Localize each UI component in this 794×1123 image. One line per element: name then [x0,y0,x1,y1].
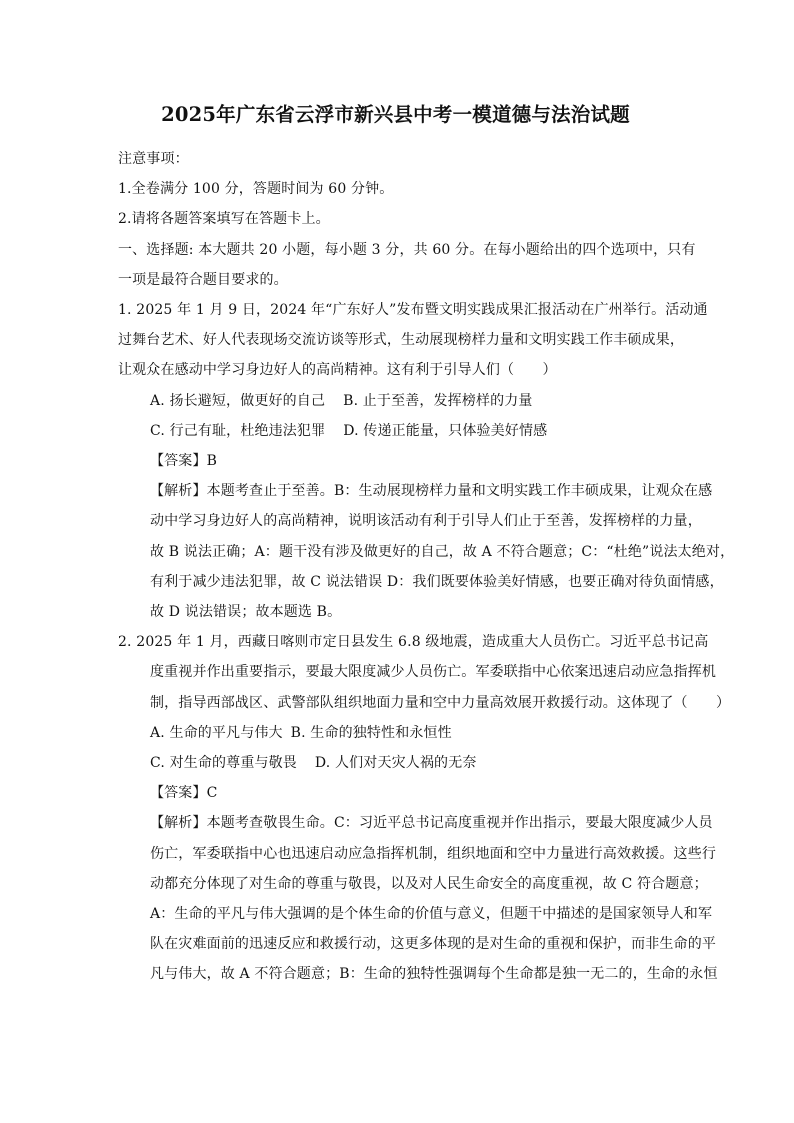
question-1-stem: 让观众在感动中学习身边好人的高尚精神。这有利于引导人们（ ） [118,362,557,379]
question-1-analysis: 动中学习身边好人的高尚精神，说明该活动有利于引导人们止于至善，发挥榜样的力量， [150,513,702,530]
question-2-analysis: 伤亡，军委联指中心也迅速启动应急指挥机制，组织地面和空中力量进行高效救援。这些行 [150,845,716,862]
question-1-options-row [118,416,683,446]
question-2-options-row [118,718,683,748]
option-c: C. 对生命的尊重与敬畏 [150,755,297,772]
question-2-stem: 2. 2025 年 1 月，西藏日喀则市定日县发生 6.8 级地震，造成重大人员伤亡。习近平总书记高 [118,634,709,651]
question-2-analysis: A：生命的平凡与伟大强调的是个体生命的价值与意义，但题干中描述的是国家领导人和军 [150,906,713,923]
question-1-options-row [118,386,683,416]
question-2-analysis: 【解析】本题考查敬畏生命。C：习近平总书记高度重视并作出指示，要最大限度减少人员 [150,815,713,832]
question-2-stem: 制，指导西部战区、武警部队组织地面力量和空中力量高效展开救援行动。这体现了（ ） [150,694,731,711]
section-heading: 一、选择题: 本大题共 20 小题，每小题 3 分，共 60 分。在每小题给出的四个选项中，只有 [118,241,696,258]
option-a: A. 生命的平凡与伟大 [150,724,283,741]
option-b: B. 止于至善，发挥榜样的力量 [343,392,533,409]
option-a: A. 扬长避短，做更好的自己 [150,392,326,409]
question-2-stem: 度重视并作出重要指示，要最大限度减少人员伤亡。军委联指中心依案迅速启动应急指挥机 [150,664,716,681]
question-1-answer: 【答案】B [150,453,218,470]
question-1-analysis: 有利于减少违法犯罪，故 C 说法错误 D：我们既要体验美好情感，也要正确对待负面情感， [150,573,724,590]
option-c: C. 行己有耻，杜绝违法犯罪 [150,422,326,439]
question-2-options-row [118,748,683,778]
question-2-analysis: 动都充分体现了对生命的尊重与敬畏，以及对人民生命安全的高度重视，故 C 符合题意； [150,875,708,892]
question-1-analysis: 故 B 说法正确；A：题干没有涉及做更好的自己，故 A 不符合题意；C：“杜绝”说法太绝对， [150,543,735,560]
question-1-stem: 过舞台艺术、好人代表现场交流访谈等形式，生动展现榜样力量和文明实践工作丰硕成果， [118,332,684,349]
exam-page [118,100,735,990]
question-2-analysis: 队在灾难面前的迅速反应和救援行动，这更多体现的是对生命的重视和保护，而非生命的平 [150,936,716,953]
notice-item: 1.全卷满分 100 分，答题时间为 60 分钟。 [118,181,394,198]
page-title: 2025年广东省云浮市新兴县中考一模道德与法治试题 [161,103,630,126]
option-d: D. 传递正能量，只体验美好情感 [343,422,548,439]
question-1-analysis: 故 D 说法错误；故本题选 B。 [150,604,342,621]
question-1-analysis: 【解析】本题考查止于至善。B：生动展现榜样力量和文明实践工作丰硕成果，让观众在感 [150,483,713,500]
question-1-stem: 1. 2025 年 1 月 9 日，2024 年“广东好人”发布暨文明实践成果汇报活动在广州举行。活动通 [118,302,708,319]
option-b: B. 生命的独特性和永恒性 [290,724,452,741]
notice-item: 2.请将各题答案填写在答题卡上。 [118,211,330,228]
notice-heading: 注意事项： [118,151,189,167]
section-heading-cont: 一项是最符合题目要求的。 [118,271,288,288]
question-2-analysis: 凡与伟大，故 A 不符合题意；B：生命的独特性强调每个生命都是独一无二的，生命的永恒 [150,966,718,983]
option-d: D. 人们对天灾人祸的无奈 [314,755,477,772]
question-2-answer: 【答案】C [150,785,218,802]
